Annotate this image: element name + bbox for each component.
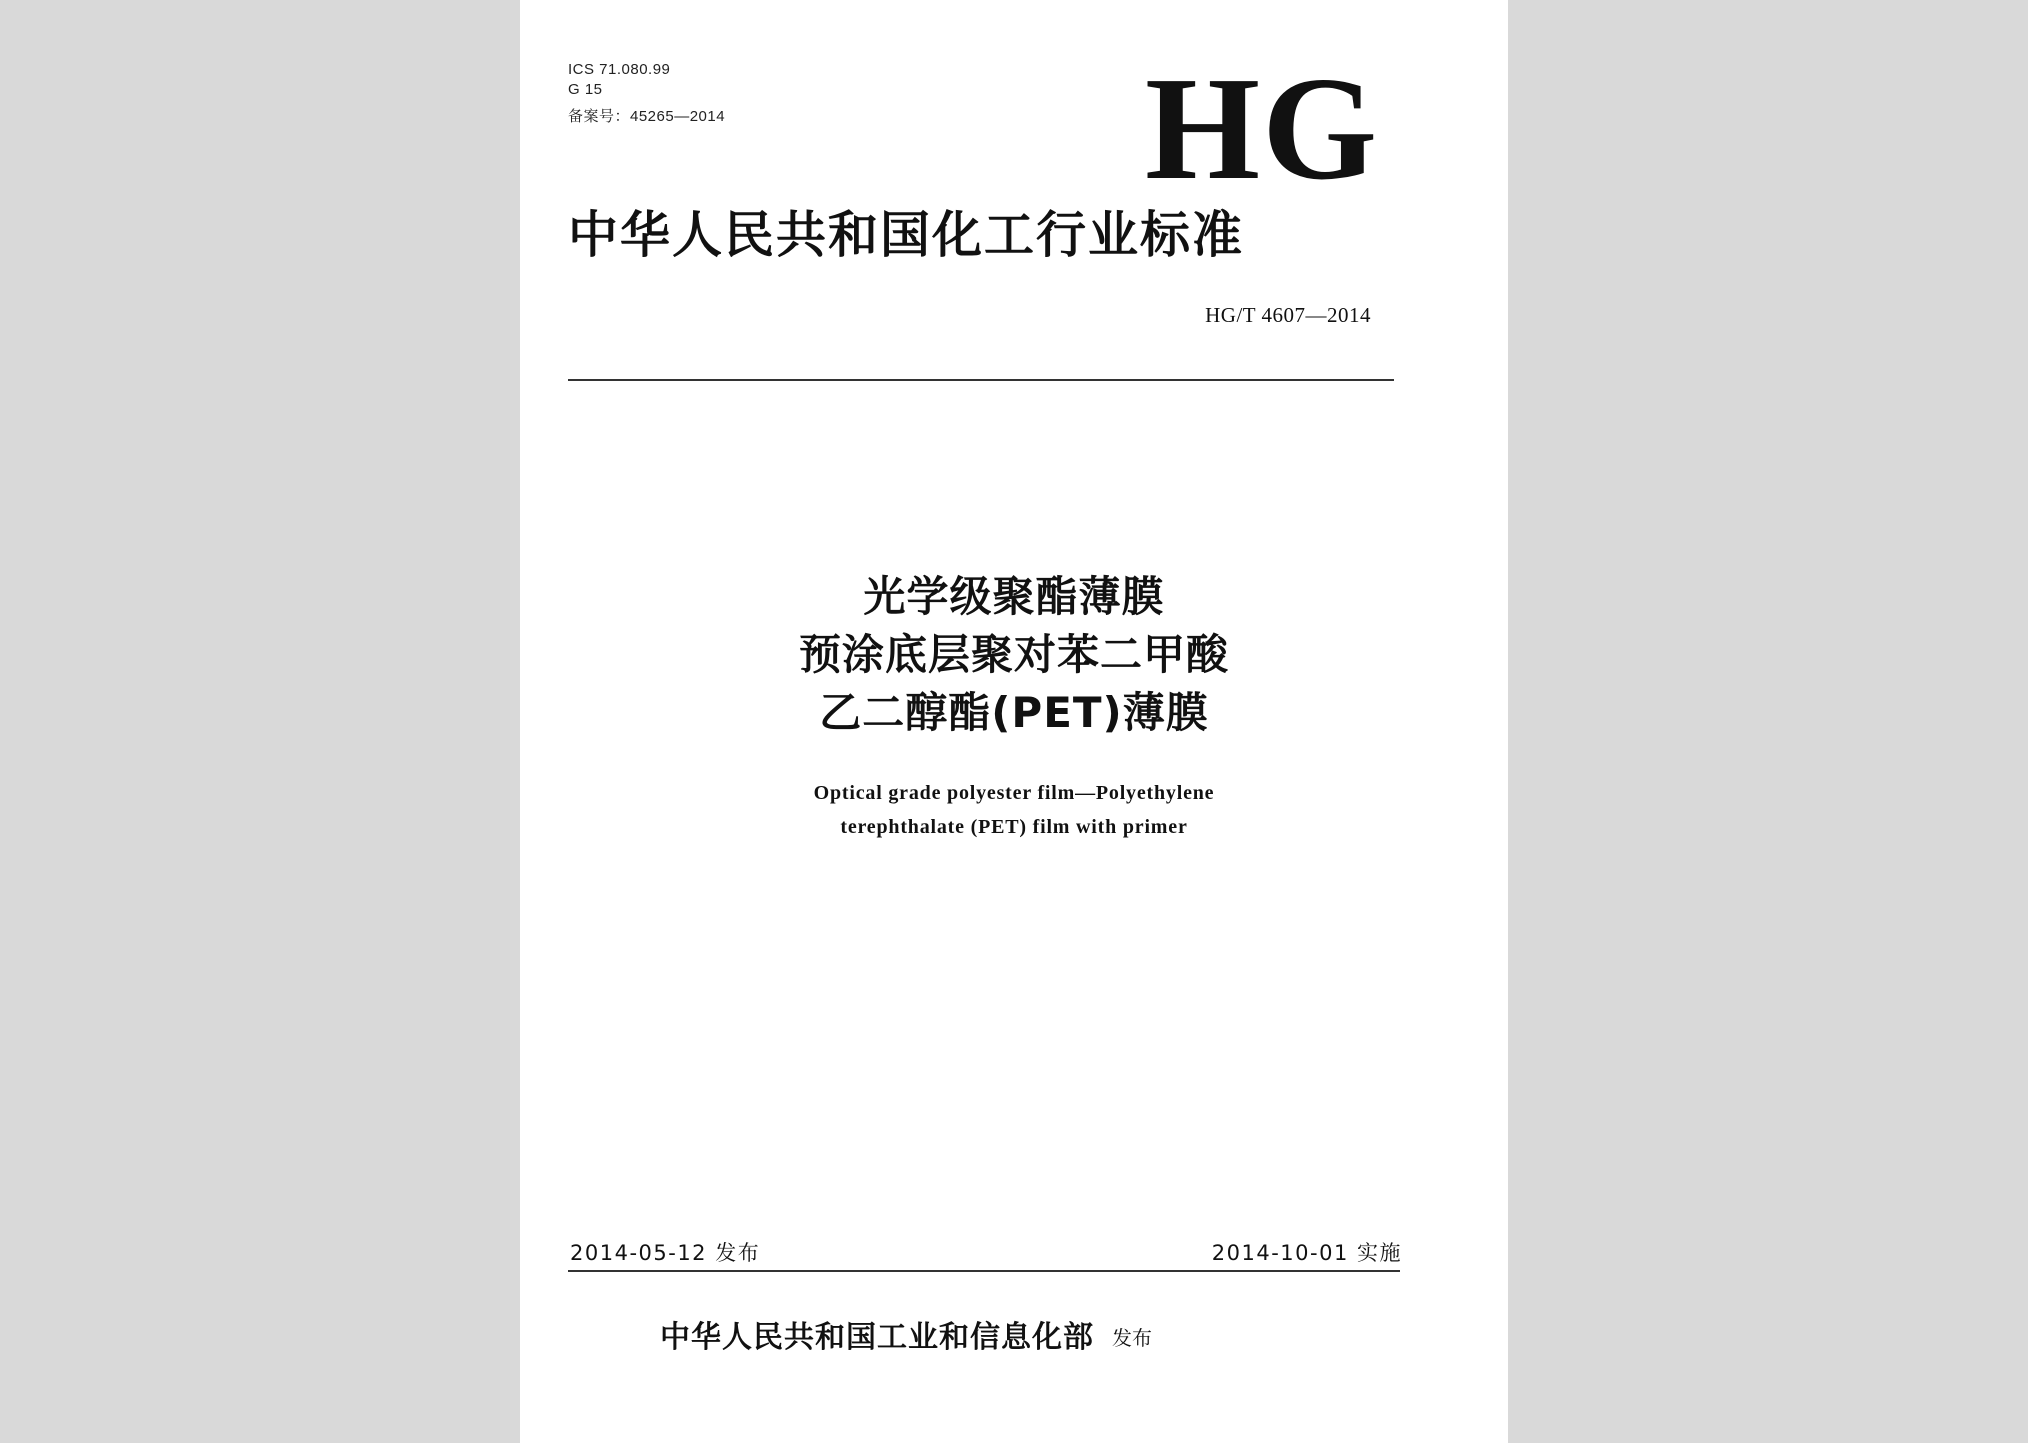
- standard-code: HG/T 4607—2014: [1205, 303, 1371, 327]
- title-cn-line-3: 乙二醇酯(PET)薄膜: [819, 688, 1209, 737]
- effective-date: 2014-10-01 实施: [1211, 1241, 1402, 1265]
- title-cn-line-1: 光学级聚酯薄膜: [863, 572, 1165, 621]
- ics-code: ICS 71.080.99: [568, 61, 671, 78]
- title-en-line-2: terephthalate (PET) film with primer: [840, 816, 1188, 838]
- issue-date: 2014-05-12 发布: [570, 1241, 761, 1265]
- title-cn-line-2: 预涂底层聚对苯二甲酸: [798, 630, 1229, 679]
- publisher: [660, 1318, 1152, 1358]
- publisher-suffix: 发布: [1112, 1326, 1152, 1350]
- hg-logo: HG: [1145, 47, 1380, 211]
- record-number: 备案号：45265—2014: [568, 108, 726, 125]
- title-en-line-1: Optical grade polyester film—Polyethylene: [813, 782, 1215, 804]
- header-divider: [568, 379, 1394, 381]
- document-page: [520, 0, 1508, 1443]
- ccs-code: G 15: [568, 81, 603, 98]
- footer-divider: [568, 1270, 1400, 1272]
- standard-name: 中华人民共和国化工行业标准: [568, 206, 1244, 264]
- publisher-org: 中华人民共和国工业和信息化部: [660, 1320, 1094, 1355]
